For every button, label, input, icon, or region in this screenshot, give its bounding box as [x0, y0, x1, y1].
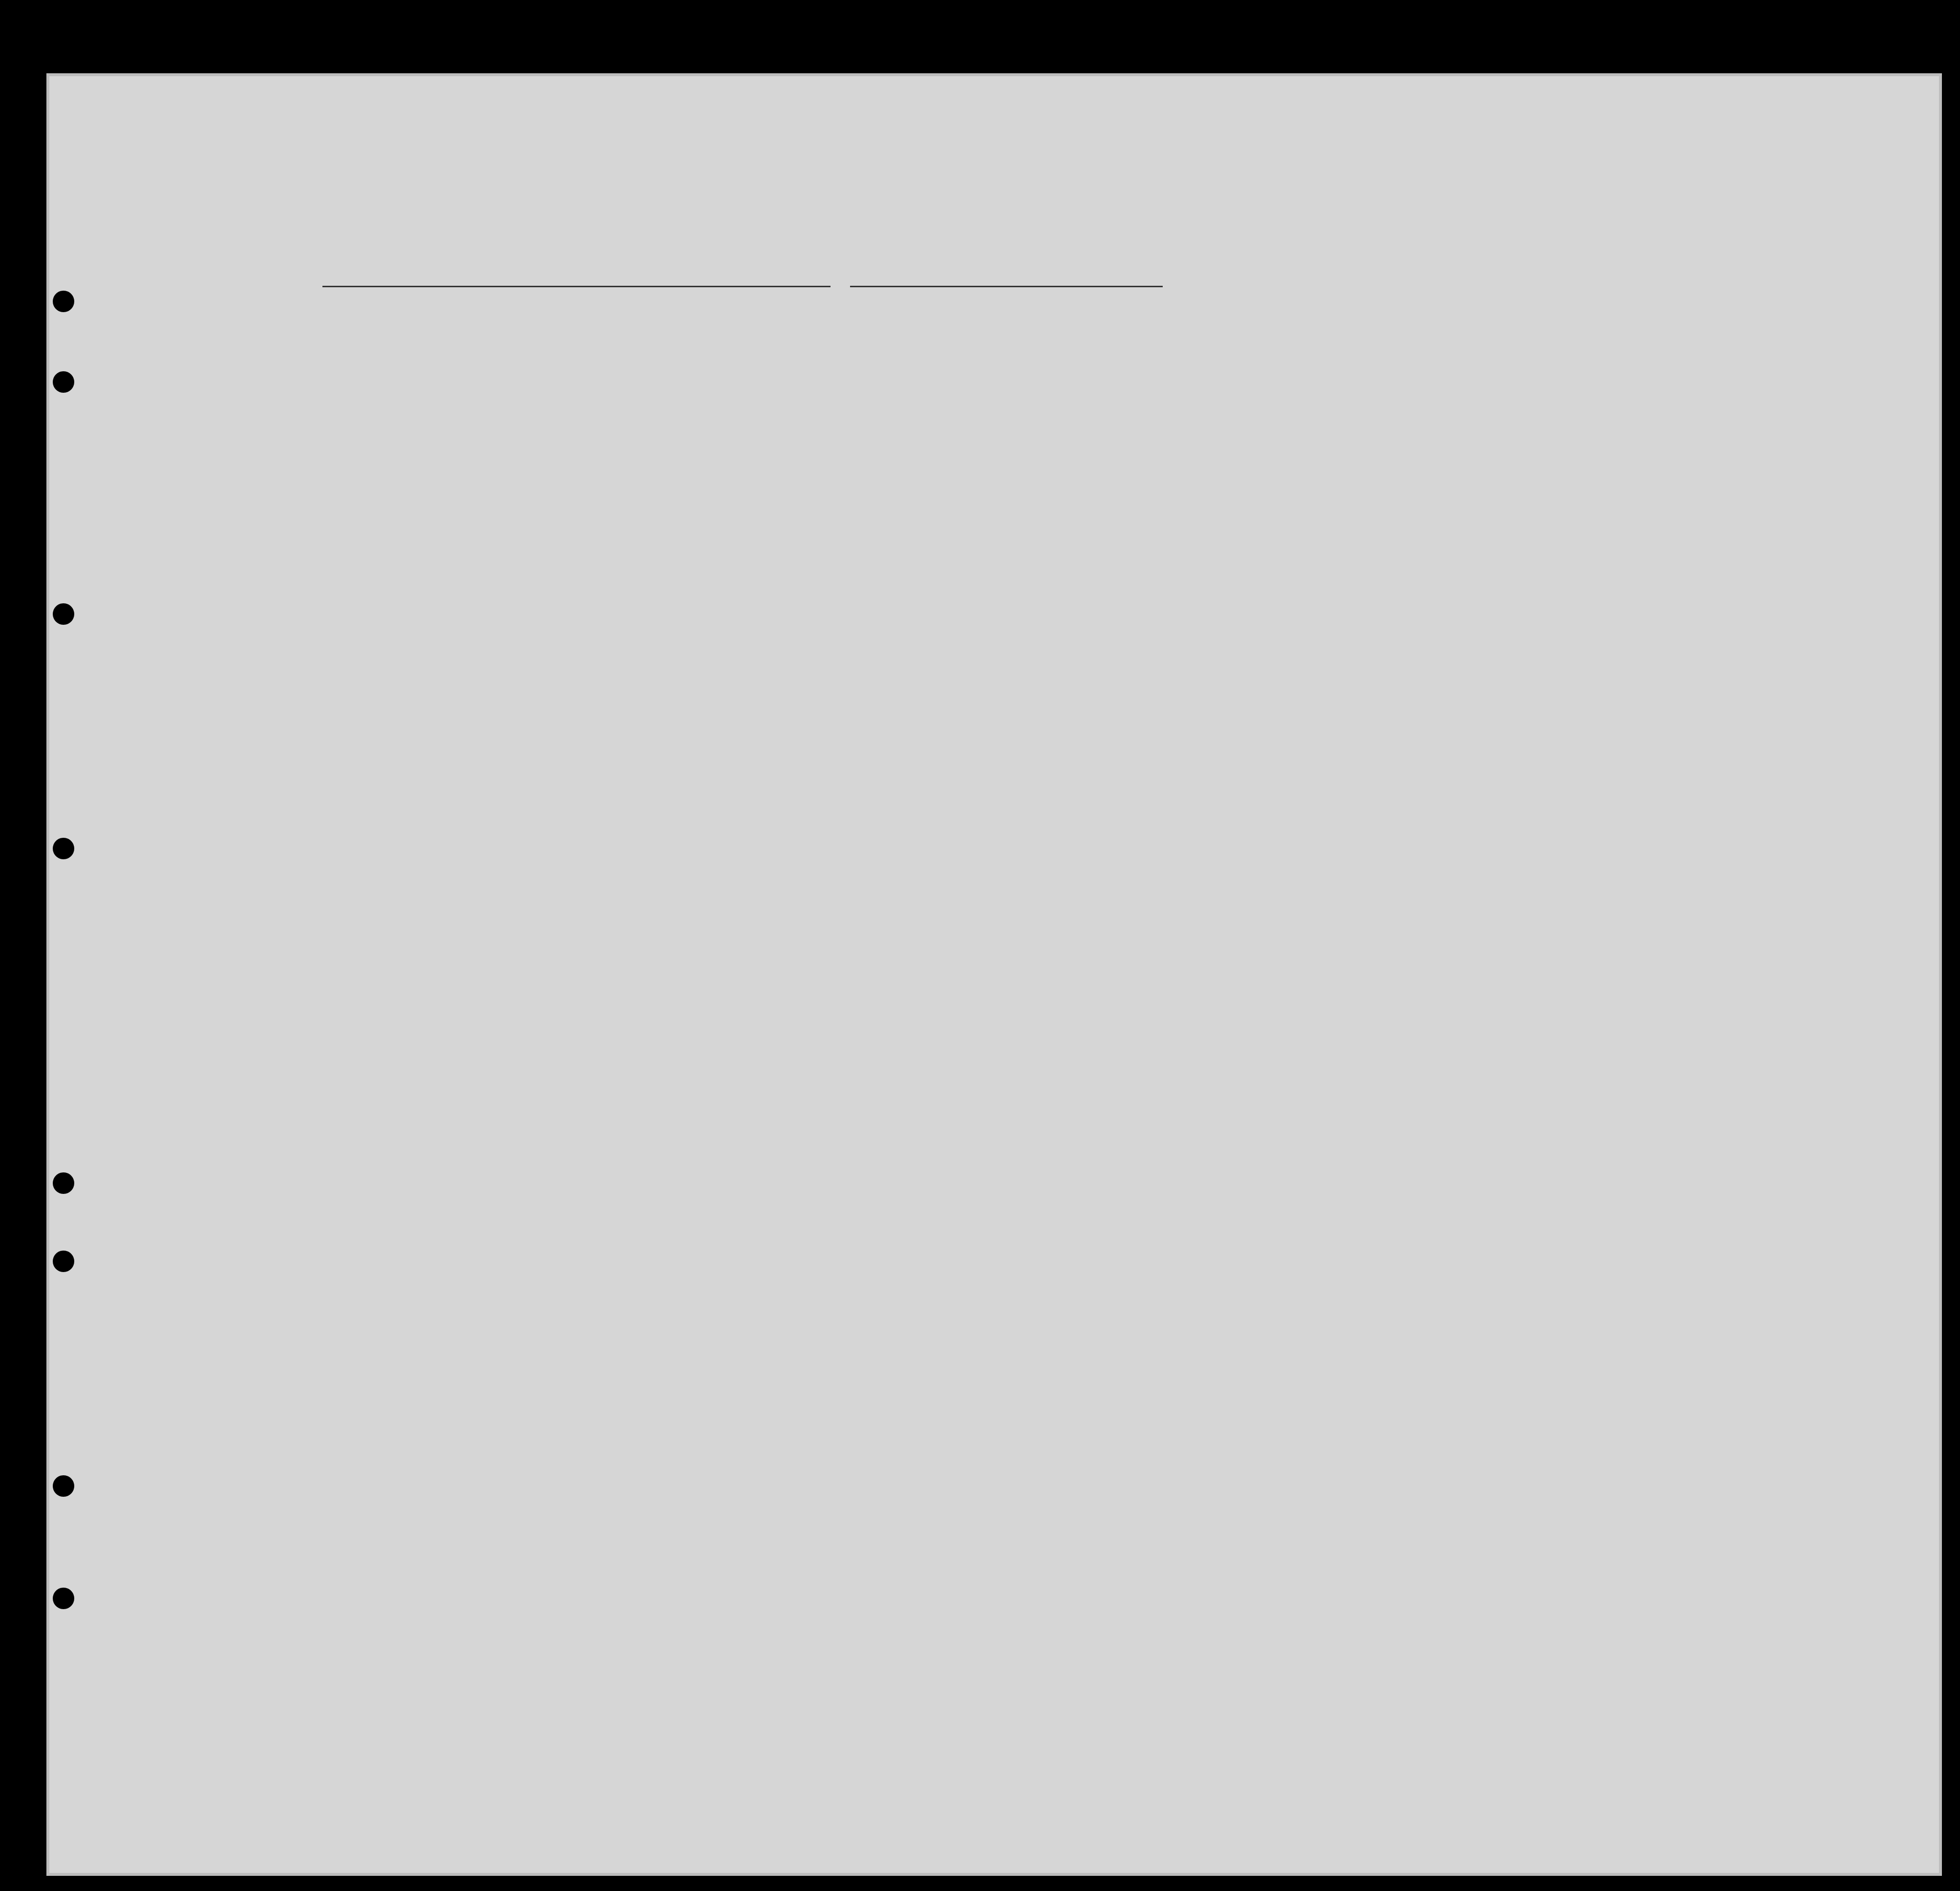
punch-hole: [53, 291, 74, 312]
punch-hole: [53, 1475, 74, 1497]
manifest-sheet: [46, 73, 1942, 1876]
punch-hole: [53, 1172, 74, 1194]
punch-hole: [53, 371, 74, 393]
punch-hole: [53, 1588, 74, 1609]
punch-hole: [53, 1251, 74, 1272]
punch-hole: [53, 603, 74, 625]
punch-hole: [53, 838, 74, 859]
